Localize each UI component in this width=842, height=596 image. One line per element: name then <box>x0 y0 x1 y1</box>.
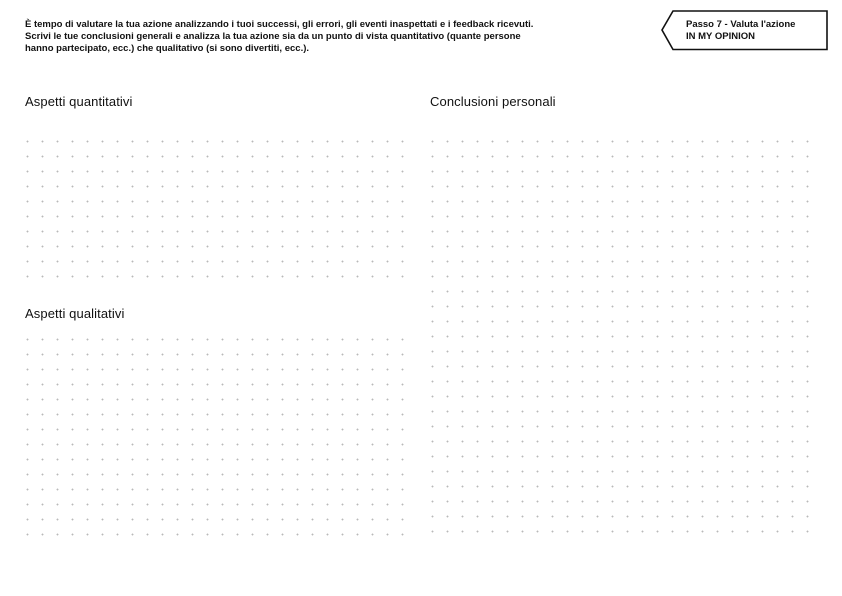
step-tag-text <box>686 19 795 43</box>
personal-conclusions-writing-area[interactable] <box>425 134 815 544</box>
section-title-personal: Conclusioni personali <box>430 94 556 109</box>
step-tag <box>661 10 829 51</box>
section-title-qualitative: Aspetti qualitativi <box>25 306 125 321</box>
instructions-line-1: È tempo di valutare la tua azione analizzando i tuoi successi, gli errori, gli eventi inaspettati e i feedback ricevuti. <box>25 19 534 30</box>
instructions-text <box>25 19 610 55</box>
quantitative-writing-area[interactable] <box>20 134 410 284</box>
section-title-quantitative: Aspetti quantitativi <box>25 94 133 109</box>
instructions-line-2: Scrivi le tue conclusioni generali e analizza la tua azione sia da un punto di vista quantitativo (quante persone <box>25 31 521 42</box>
qualitative-writing-area[interactable] <box>20 332 410 544</box>
step-name: IN MY OPINION <box>686 31 755 42</box>
instructions-line-3: hanno partecipato, ecc.) che qualitativo (si sono divertiti, ecc.). <box>25 43 310 54</box>
step-label: Passo 7 - Valuta l'azione <box>686 19 796 30</box>
